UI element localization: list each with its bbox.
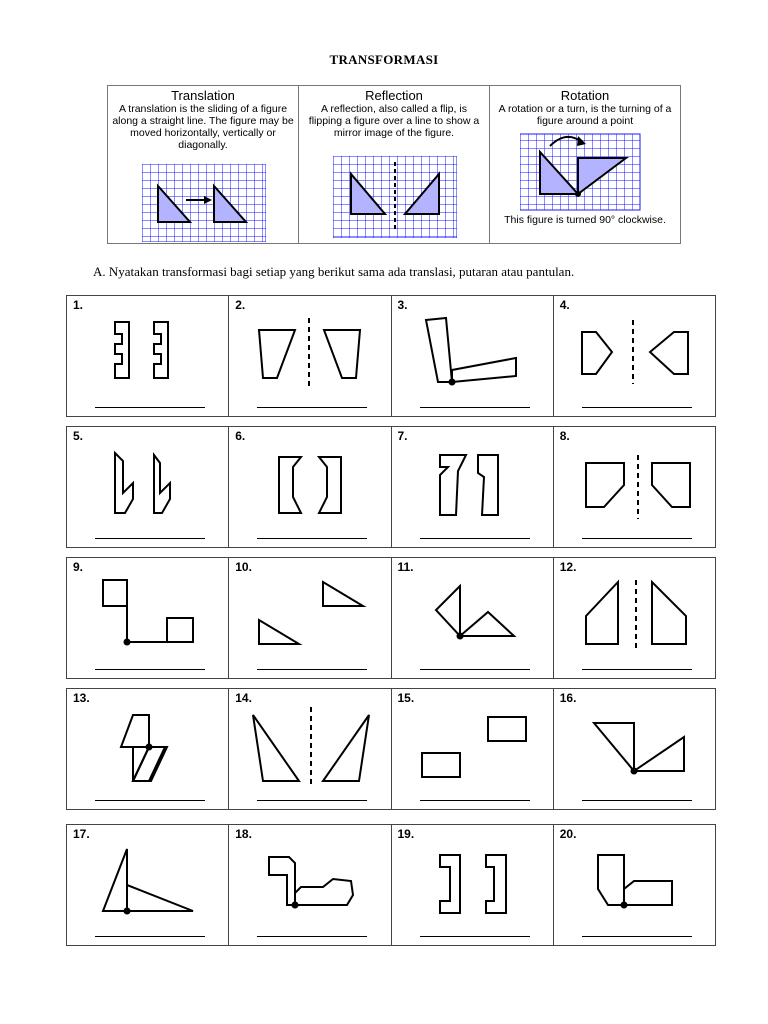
question-number: 4. <box>559 298 570 312</box>
question-row-4 <box>66 688 716 810</box>
figure-4 <box>554 296 716 418</box>
figure-6 <box>229 427 391 549</box>
question-cell-14 <box>229 689 391 809</box>
answer-line[interactable] <box>420 669 530 670</box>
question-cell-5 <box>67 427 229 547</box>
figure-9 <box>67 558 229 680</box>
figure-2 <box>229 296 391 418</box>
answer-line[interactable] <box>257 407 367 408</box>
question-number: 3. <box>397 298 408 312</box>
reflection-panel <box>299 86 490 243</box>
figure-8 <box>554 427 716 549</box>
question-number: 19. <box>397 827 415 841</box>
translation-heading: Translation <box>171 88 235 103</box>
reflection-description: A reflection, also called a flip, is flipping a figure over a line to show a mirror image of the figure. <box>308 103 480 139</box>
translation-description: A translation is the sliding of a figure along a straight line. The figure may be moved horizontally, vertically or diagonally. <box>112 103 294 151</box>
figure-14 <box>229 689 391 811</box>
question-cell-18 <box>229 825 391 945</box>
answer-line[interactable] <box>257 538 367 539</box>
answer-line[interactable] <box>257 800 367 801</box>
answer-line[interactable] <box>257 936 367 937</box>
answer-line[interactable] <box>582 936 692 937</box>
question-cell-2 <box>229 296 391 416</box>
question-cell-6 <box>229 427 391 547</box>
question-number: 12. <box>559 560 577 574</box>
question-number: 17. <box>73 827 90 841</box>
question-cell-9 <box>67 558 229 678</box>
figure-19 <box>392 825 554 947</box>
question-number: 11. <box>397 560 414 574</box>
question-cell-8 <box>554 427 715 547</box>
translation-panel <box>108 86 299 243</box>
question-cell-17 <box>67 825 229 945</box>
question-cell-13 <box>67 689 229 809</box>
answer-line[interactable] <box>95 407 205 408</box>
figure-16 <box>554 689 716 811</box>
figure-17 <box>67 825 229 947</box>
question-cell-16 <box>554 689 715 809</box>
answer-line[interactable] <box>420 800 530 801</box>
question-row-1 <box>66 295 716 417</box>
question-row-2 <box>66 426 716 548</box>
question-number: 16. <box>559 691 577 705</box>
figure-15 <box>392 689 554 811</box>
page-title: TRANSFORMASI <box>329 52 439 67</box>
rotation-grid-figure <box>520 132 650 212</box>
rotation-panel <box>490 86 680 243</box>
figure-18 <box>229 825 391 947</box>
answer-line[interactable] <box>582 538 692 539</box>
question-number: 20. <box>559 827 577 841</box>
figure-5 <box>67 427 229 549</box>
question-cell-15 <box>392 689 554 809</box>
question-row-3 <box>66 557 716 679</box>
figure-7 <box>392 427 554 549</box>
question-cell-4 <box>554 296 715 416</box>
translation-grid-figure <box>142 164 266 242</box>
rotation-description: A rotation or a turn, is the turning of a figure around a point <box>498 103 672 127</box>
question-number: 14. <box>235 691 252 705</box>
figure-3 <box>392 296 554 418</box>
rotation-heading: Rotation <box>560 88 610 103</box>
answer-line[interactable] <box>95 669 205 670</box>
reflection-grid-figure <box>333 156 457 238</box>
figure-12 <box>554 558 716 680</box>
rotation-note: This figure is turned 90° clockwise. <box>504 214 666 226</box>
question-cell-3 <box>392 296 554 416</box>
question-cell-10 <box>229 558 391 678</box>
question-cell-7 <box>392 427 554 547</box>
answer-line[interactable] <box>95 800 205 801</box>
figure-11 <box>392 558 554 680</box>
question-number: 8. <box>559 429 570 443</box>
answer-line[interactable] <box>95 538 205 539</box>
answer-line[interactable] <box>420 538 530 539</box>
answer-line[interactable] <box>420 407 530 408</box>
answer-line[interactable] <box>95 936 205 937</box>
question-number: 1. <box>73 298 84 312</box>
question-row-5 <box>66 824 716 946</box>
question-number: 7. <box>397 429 408 443</box>
question-cell-1 <box>67 296 229 416</box>
figure-20 <box>554 825 716 947</box>
instruction-text: A. Nyatakan transformasi bagi setiap yang berikut sama ada translasi, putaran atau pantulan. <box>93 264 575 279</box>
question-number: 9. <box>73 560 84 574</box>
answer-line[interactable] <box>582 800 692 801</box>
transformation-info-box <box>107 85 681 244</box>
question-cell-20 <box>554 825 715 945</box>
reflection-heading: Reflection <box>365 88 423 103</box>
question-number: 6. <box>235 429 246 443</box>
figure-1 <box>67 296 229 418</box>
question-number: 15. <box>397 691 415 705</box>
question-cell-11 <box>392 558 554 678</box>
answer-line[interactable] <box>257 669 367 670</box>
answer-line[interactable] <box>582 407 692 408</box>
question-number: 18. <box>235 827 252 841</box>
answer-line[interactable] <box>420 936 530 937</box>
figure-10 <box>229 558 391 680</box>
figure-13 <box>67 689 229 811</box>
question-cell-12 <box>554 558 715 678</box>
question-number: 10. <box>235 560 252 574</box>
question-cell-19 <box>392 825 554 945</box>
question-number: 2. <box>235 298 246 312</box>
question-number: 5. <box>73 429 84 443</box>
question-number: 13. <box>73 691 90 705</box>
answer-line[interactable] <box>582 669 692 670</box>
